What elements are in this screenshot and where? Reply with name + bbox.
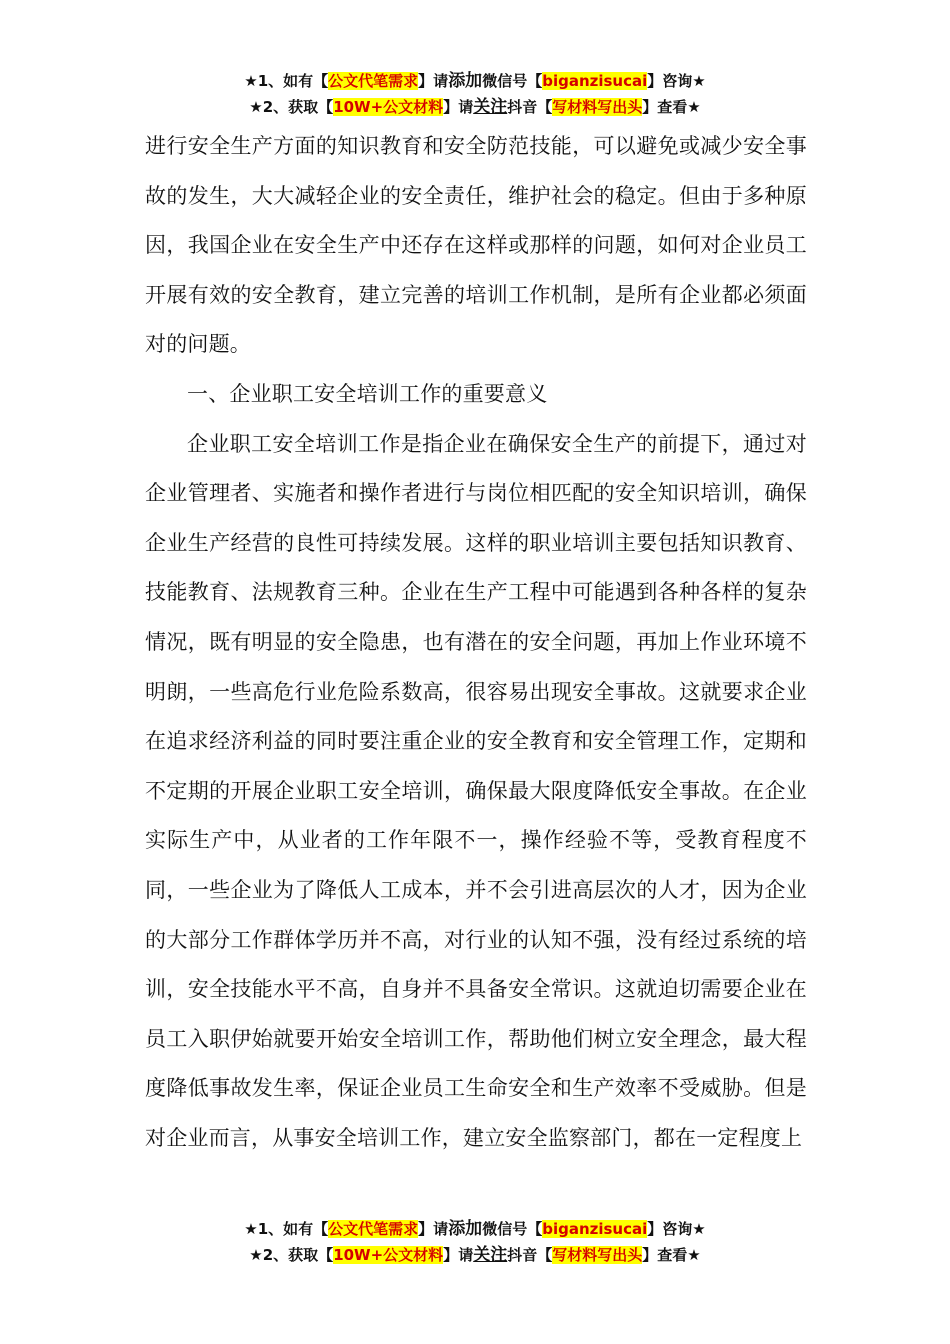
banner-text: 抖音【: [507, 1246, 553, 1264]
footer-banner-line-1: [0, 1216, 950, 1242]
header-banner-line-2: [0, 94, 950, 120]
banner-text: 】请: [418, 1220, 449, 1238]
banner-suffix: 】查看★: [642, 98, 701, 116]
banner-highlight-service: 公文代笔需求: [328, 72, 419, 90]
section-heading: 一、企业职工安全培训工作的重要意义: [187, 381, 548, 406]
footer-banner-line-2: [0, 1242, 950, 1268]
banner-text: 】请: [443, 1246, 474, 1264]
banner-emphasis: 关注: [473, 97, 508, 117]
banner-highlight-service: 公文代笔需求: [328, 1220, 419, 1238]
paragraph: 企业职工安全培训工作是指企业在确保安全生产的前提下，通过对企业管理者、实施者和操作者进行与岗位相匹配的安全知识培训，确保企业生产经营的良性可持续发展。这样的职业培训主要包括知识教育、技能教育、法规教育三种。企业在生产工程中可能遇到各种各样的复杂情况，既有明显的安全隐患，也有潜在的安全问题，再加上作业环境不明朗，一些高危行业危险系数高，很容易出现安全事故。这就要求企业在追求经济利益的同时要注重企业的安全教育和安全管理工作，定期和不定期的开展企业职工安全培训，确保最大限度降低安全事故。在企业实际生产中，从业者的工作年限不一，操作经验不等，受教育程度不同，一些企业为了降低人工成本，并不会引进高层次的人才，因为企业的大部分工作群体学历并不高，对行业的认知不强，没有经过系统的培训，安全技能水平不高，自身并不具备安全常识。这就迫切需要企业在员工入职伊始就要开始安全培训工作，帮助他们树立安全理念，最大程度降低事故发生率，保证企业员工生命安全和生产效率不受威胁。但是对企业而言，从事安全培训工作，建立安全监察部门，都在一定程度上: [145, 431, 807, 1150]
banner-highlight-wechat-id: biganzisucai: [542, 1220, 648, 1238]
paragraph-continued: 进行安全生产方面的知识教育和安全防范技能，可以避免或减少安全事故的发生，大大减轻企业的安全责任，维护社会的稳定。但由于多种原因，我国企业在安全生产中还存在这样或那样的问题，如何对企业员工开展有效的安全教育，建立完善的培训工作机制，是所有企业都必须面对的问题。: [145, 134, 807, 357]
header-banner: [0, 68, 950, 120]
banner-text: 抖音【: [507, 98, 553, 116]
banner-prefix: ★2、获取【: [249, 1246, 334, 1264]
banner-emphasis: 添加: [448, 71, 483, 91]
banner-highlight-douyin: 写材料写出头: [552, 98, 643, 116]
banner-prefix: ★2、获取【: [249, 98, 334, 116]
banner-suffix: 】查看★: [642, 1246, 701, 1264]
banner-text: 微信号【: [482, 1220, 543, 1238]
banner-suffix: 】咨询★: [647, 1220, 706, 1238]
banner-prefix: ★1、如有【: [244, 72, 329, 90]
banner-highlight-materials: 10W+公文材料: [333, 1246, 444, 1264]
banner-emphasis: 添加: [448, 1219, 483, 1239]
banner-text: 】请: [443, 98, 474, 116]
banner-emphasis: 关注: [473, 1245, 508, 1265]
banner-text: 】请: [418, 72, 449, 90]
banner-highlight-douyin: 写材料写出头: [552, 1246, 643, 1264]
header-banner-line-1: [0, 68, 950, 94]
document-body: [145, 122, 807, 1163]
banner-highlight-materials: 10W+公文材料: [333, 98, 444, 116]
banner-prefix: ★1、如有【: [244, 1220, 329, 1238]
footer-banner: [0, 1216, 950, 1268]
banner-suffix: 】咨询★: [647, 72, 706, 90]
banner-text: 微信号【: [482, 72, 543, 90]
banner-highlight-wechat-id: biganzisucai: [542, 72, 648, 90]
